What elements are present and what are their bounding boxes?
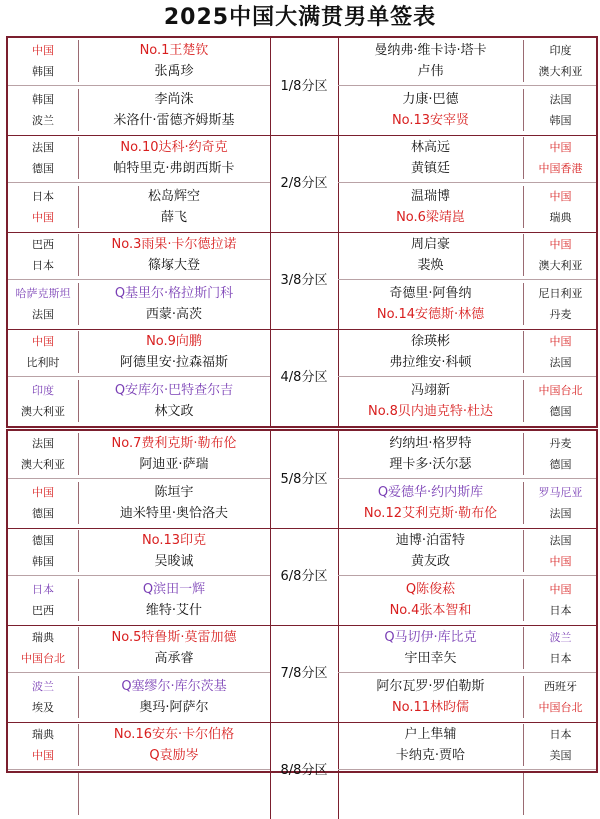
section-label: 5/8分区 <box>280 472 328 487</box>
left-player: 张禹珍 <box>154 64 194 79</box>
left-player <box>78 794 270 815</box>
right-player: 周启豪 <box>410 237 450 252</box>
left-country: 中国 <box>8 40 79 61</box>
right-player: 卢伟 <box>417 64 444 79</box>
bracket-row <box>8 304 596 325</box>
section-label: 6/8分区 <box>280 569 328 584</box>
bracket-row <box>8 352 596 373</box>
right-player: Q马切伊·库比克 <box>384 630 477 645</box>
right-player: 力康·巴德 <box>402 92 459 107</box>
section-divider <box>8 232 596 233</box>
section-label: 2/8分区 <box>280 176 328 191</box>
left-country: 波兰 <box>8 676 79 697</box>
left-player: 林文政 <box>154 404 194 419</box>
left-country: 法国 <box>8 304 79 325</box>
left-country: 澳大利亚 <box>8 401 79 422</box>
section-divider <box>8 329 596 330</box>
left-country: 法国 <box>8 137 79 158</box>
left-player: 李尚洙 <box>154 92 194 107</box>
right-player: 宇田幸矢 <box>404 651 457 666</box>
right-player: 徐瑛彬 <box>410 334 450 349</box>
bracket-row <box>8 454 596 475</box>
right-player <box>338 794 523 815</box>
left-player: 吴晙诚 <box>154 554 194 569</box>
bracket-row <box>8 697 596 718</box>
bracket-row <box>8 110 596 131</box>
right-country: 中国 <box>523 234 597 255</box>
match-separator <box>8 85 270 86</box>
left-country: 日本 <box>8 579 79 600</box>
left-player: 奥玛·阿萨尔 <box>139 700 209 715</box>
right-player: Q爱德华·约内斯库 <box>377 485 484 500</box>
section-label: 8/8分区 <box>280 763 328 778</box>
bracket-row <box>8 600 596 621</box>
bracket-bottom-half <box>6 429 598 778</box>
left-country <box>8 794 79 815</box>
left-country: 波兰 <box>8 110 79 131</box>
left-country: 巴西 <box>8 234 79 255</box>
right-player: 卡纳克·贾哈 <box>395 748 466 763</box>
right-player: 裴焕 <box>417 258 444 273</box>
left-country: 中国 <box>8 331 79 352</box>
section-divider <box>8 528 596 529</box>
right-country: 澳大利亚 <box>523 255 597 276</box>
match-separator <box>8 279 270 280</box>
right-country: 尼日利亚 <box>523 283 597 304</box>
left-player: 阿迪亚·萨瑞 <box>139 457 209 472</box>
right-country: 西班牙 <box>523 676 597 697</box>
bracket-row <box>8 137 596 158</box>
right-player: 曼纳弗·维卡诗·塔卡 <box>374 43 487 58</box>
right-country: 瑞典 <box>523 207 597 228</box>
section-divider <box>8 625 596 626</box>
bracket-row <box>8 89 596 110</box>
left-player: No.1王楚钦 <box>139 43 209 58</box>
left-player: 薛飞 <box>160 210 187 225</box>
section-label: 7/8分区 <box>280 666 328 681</box>
right-country: 日本 <box>523 648 597 669</box>
right-player: No.11林昀儒 <box>391 700 470 715</box>
left-country: 巴西 <box>8 600 79 621</box>
match-separator <box>338 376 596 377</box>
right-country: 中国 <box>523 579 597 600</box>
bracket-row <box>8 551 596 572</box>
match-separator <box>8 182 270 183</box>
right-country: 波兰 <box>523 627 597 648</box>
match-separator <box>338 85 596 86</box>
right-player: 阿尔瓦罗·罗伯勒斯 <box>376 679 485 694</box>
bracket-row <box>8 331 596 352</box>
left-player: 阿德里安·拉森福斯 <box>119 355 229 370</box>
bracket-row <box>8 724 596 745</box>
right-country: 中国 <box>523 331 597 352</box>
right-player: 理卡多·沃尔瑟 <box>389 457 472 472</box>
right-player: No.13安宰贤 <box>391 113 470 128</box>
left-country: 中国 <box>8 745 79 766</box>
left-country: 德国 <box>8 158 79 179</box>
section-label: 4/8分区 <box>280 370 328 385</box>
left-country: 德国 <box>8 503 79 524</box>
bracket-row <box>8 794 596 815</box>
right-player: 弗拉维安·科顿 <box>389 355 472 370</box>
bracket-row <box>8 40 596 61</box>
right-country <box>523 773 597 794</box>
right-country: 法国 <box>523 503 597 524</box>
bracket-row <box>8 283 596 304</box>
right-player: 温瑞博 <box>410 189 450 204</box>
right-country: 丹麦 <box>523 304 597 325</box>
section-label: 3/8分区 <box>280 273 328 288</box>
left-country: 埃及 <box>8 697 79 718</box>
left-player: 帕特里克·弗朗西斯卡 <box>113 161 235 176</box>
bracket-row <box>8 380 596 401</box>
right-country: 中国台北 <box>523 380 597 401</box>
left-country: 澳大利亚 <box>8 454 79 475</box>
bracket-row <box>8 158 596 179</box>
left-player: No.9向鹏 <box>146 334 202 349</box>
match-separator <box>8 478 270 479</box>
left-country: 瑞典 <box>8 627 79 648</box>
left-player: Q塞缪尔·库尔茨基 <box>121 679 227 694</box>
match-separator <box>8 575 270 576</box>
match-separator <box>338 672 596 673</box>
right-country: 罗马尼亚 <box>523 482 597 503</box>
bracket-row <box>8 579 596 600</box>
left-country: 韩国 <box>8 551 79 572</box>
left-player: 西蒙·高茨 <box>145 307 203 322</box>
bracket-row <box>8 648 596 669</box>
left-player: Q袁励岑 <box>149 748 199 763</box>
right-player: No.8贝内迪克特·杜达 <box>368 404 493 419</box>
bracket-row <box>8 234 596 255</box>
bracket-row <box>8 773 596 794</box>
left-player: 陈垣宇 <box>154 485 194 500</box>
right-player: No.4张本智和 <box>389 603 472 618</box>
left-country: 中国台北 <box>8 648 79 669</box>
left-player: No.7费利克斯·勒布伦 <box>111 436 237 451</box>
right-country: 法国 <box>523 352 597 373</box>
right-player: Q陈俊菘 <box>405 582 456 597</box>
right-country: 美国 <box>523 745 597 766</box>
right-player: 冯翊新 <box>410 383 450 398</box>
bracket-row <box>8 433 596 454</box>
right-country: 中国台北 <box>523 697 597 718</box>
left-country: 中国 <box>8 207 79 228</box>
bracket-row <box>8 186 596 207</box>
right-player: No.14安德斯·林德 <box>376 307 485 322</box>
left-country: 瑞典 <box>8 724 79 745</box>
left-player: Q基里尔·格拉斯门科 <box>114 286 234 301</box>
match-separator <box>338 279 596 280</box>
right-player: 黄友政 <box>410 554 450 569</box>
left-country: 德国 <box>8 530 79 551</box>
match-separator <box>338 769 596 770</box>
left-player: No.10达科·约奇克 <box>120 140 228 155</box>
left-player: 迪米特里·奥恰洛夫 <box>119 506 229 521</box>
right-country: 日本 <box>523 724 597 745</box>
left-player: 米洛什·雷德齐姆斯基 <box>113 113 235 128</box>
left-player: 篠塚大登 <box>147 258 200 273</box>
left-player: Q安库尔·巴特查尔吉 <box>114 383 234 398</box>
bracket-row <box>8 627 596 648</box>
bracket-row <box>8 401 596 422</box>
match-separator <box>338 575 596 576</box>
right-country: 中国香港 <box>523 158 597 179</box>
left-country: 中国 <box>8 482 79 503</box>
section-divider <box>8 722 596 723</box>
left-player: No.13印克 <box>141 533 207 548</box>
left-player: Q滨田一辉 <box>142 582 206 597</box>
bracket-row <box>8 61 596 82</box>
left-player: No.16安东·卡尔伯格 <box>113 727 235 742</box>
left-player: No.5特鲁斯·莫雷加德 <box>111 630 237 645</box>
right-player: 林高远 <box>410 140 450 155</box>
right-player: No.12艾利克斯·勒布伦 <box>363 506 498 521</box>
right-player: 迪博·泊雷特 <box>395 533 466 548</box>
right-country: 印度 <box>523 40 597 61</box>
page-title: 2025中国大满贯男单签表 <box>163 5 437 30</box>
left-country: 法国 <box>8 433 79 454</box>
bracket-row <box>8 745 596 766</box>
left-country: 韩国 <box>8 61 79 82</box>
right-country: 中国 <box>523 137 597 158</box>
right-player <box>338 773 523 794</box>
left-country: 日本 <box>8 186 79 207</box>
bracket-row <box>8 530 596 551</box>
bracket-row <box>8 207 596 228</box>
section-divider <box>8 135 596 136</box>
bracket-row <box>8 676 596 697</box>
match-separator <box>8 769 270 770</box>
left-country: 韩国 <box>8 89 79 110</box>
right-country: 德国 <box>523 454 597 475</box>
left-country: 日本 <box>8 255 79 276</box>
left-country: 哈萨克斯坦 <box>8 283 79 304</box>
match-separator <box>338 478 596 479</box>
match-separator <box>8 672 270 673</box>
right-player: 奇德里·阿鲁纳 <box>389 286 472 301</box>
left-player: 松岛辉空 <box>147 189 200 204</box>
right-player: 黄镇廷 <box>410 161 450 176</box>
bracket-row <box>8 255 596 276</box>
match-separator <box>8 376 270 377</box>
bracket-row <box>8 503 596 524</box>
left-country: 印度 <box>8 380 79 401</box>
section-label: 1/8分区 <box>280 79 328 94</box>
bracket-row <box>8 482 596 503</box>
right-country: 法国 <box>523 89 597 110</box>
right-player: No.6梁靖崑 <box>396 210 465 225</box>
right-country: 日本 <box>523 600 597 621</box>
right-country: 丹麦 <box>523 433 597 454</box>
left-player: 维特·艾什 <box>145 603 203 618</box>
left-player: 高承睿 <box>154 651 194 666</box>
right-country: 韩国 <box>523 110 597 131</box>
right-country: 中国 <box>523 186 597 207</box>
right-country: 澳大利亚 <box>523 61 597 82</box>
right-country <box>523 794 597 815</box>
left-player <box>78 773 270 794</box>
left-player: No.3雨果·卡尔德拉诺 <box>111 237 237 252</box>
left-country: 比利时 <box>8 352 79 373</box>
right-player: 户上隼辅 <box>404 727 457 742</box>
left-country <box>8 773 79 794</box>
match-separator <box>338 182 596 183</box>
right-player: 约纳坦·格罗特 <box>389 436 472 451</box>
right-country: 法国 <box>523 530 597 551</box>
bracket-top-half <box>6 36 598 428</box>
right-country: 德国 <box>523 401 597 422</box>
right-country: 中国 <box>523 551 597 572</box>
